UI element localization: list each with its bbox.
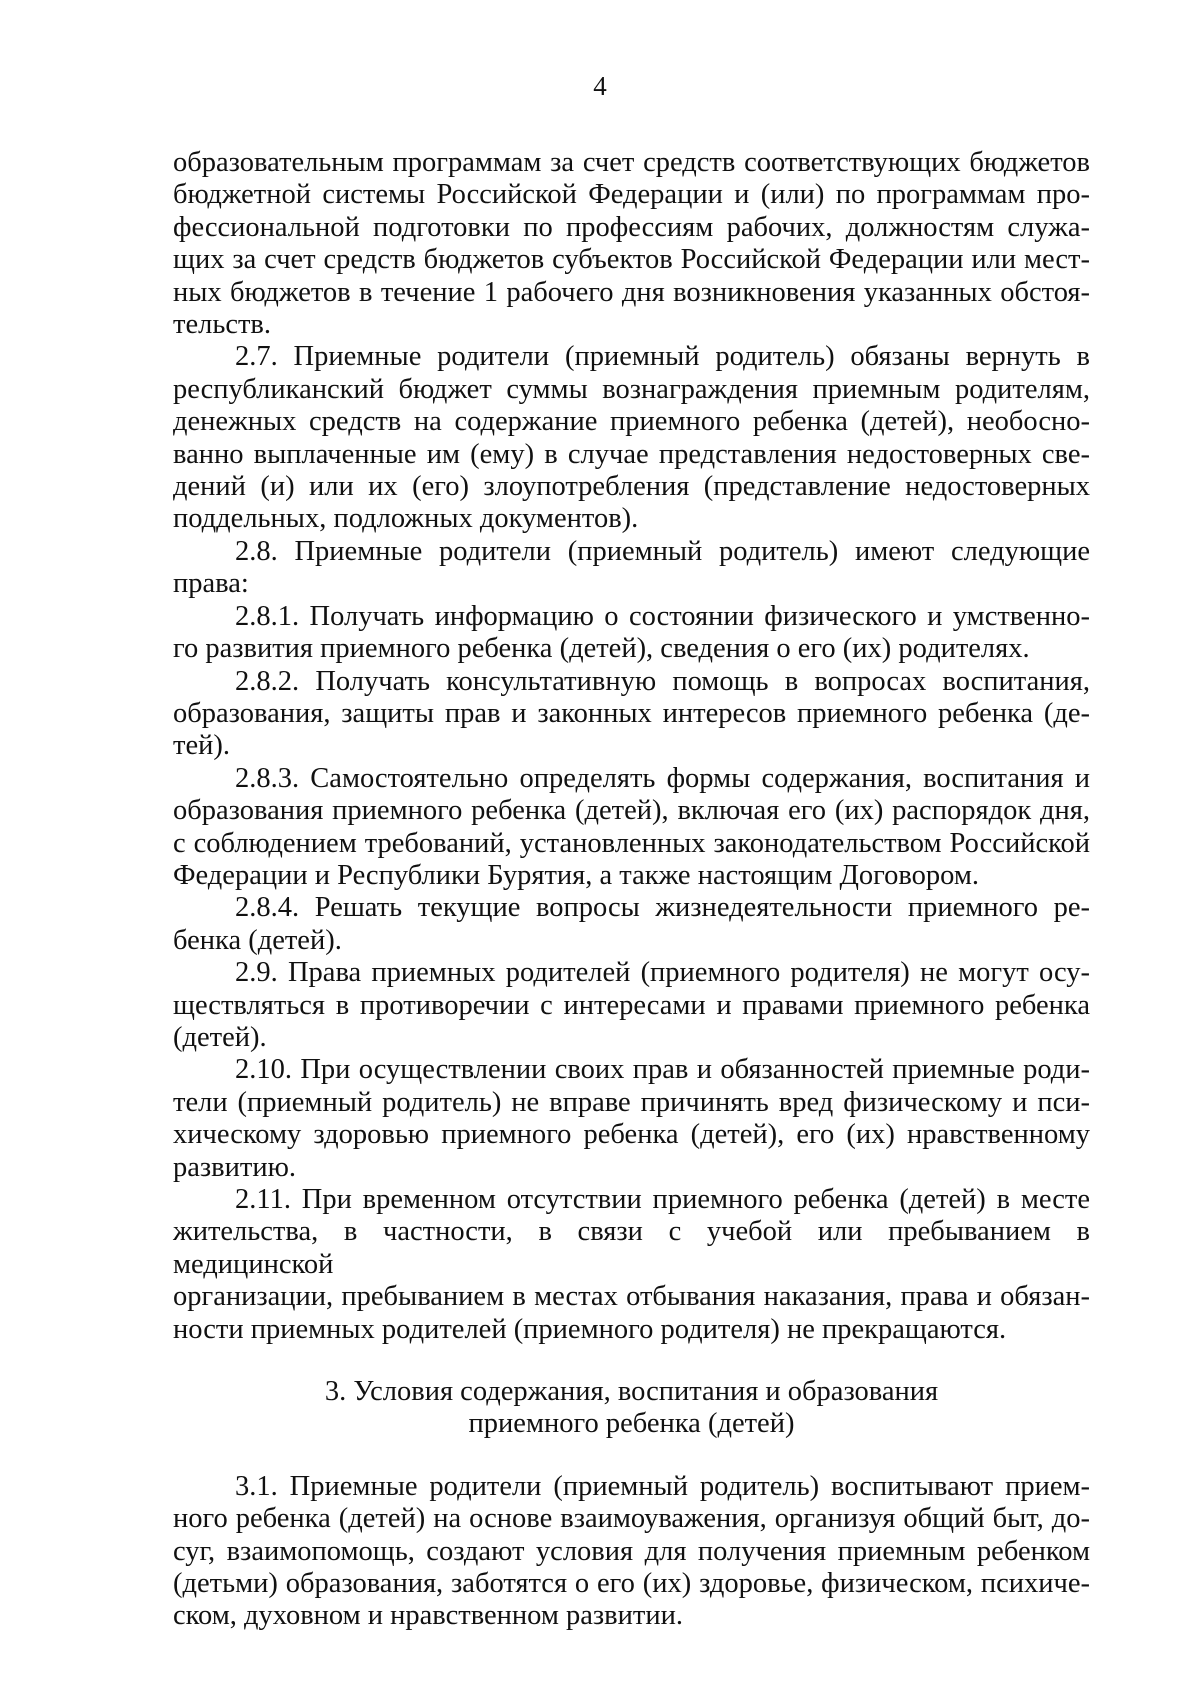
text-line: 2.8.3. Самостоятельно определять формы содержания, воспитания и [235, 762, 1090, 794]
text-line: (детьми) образования, заботятся о его (их) здоровье, физическом, психиче- [173, 1568, 1090, 1600]
paragraph-2-8-2 [173, 666, 1090, 763]
paragraph-2-8 [173, 536, 1090, 601]
text-line: жительства, в частности, в связи с учебой или пребыванием в медицинской [173, 1216, 1090, 1280]
text-line: ществляться в противоречии с интересами и правами приемного ребенка [173, 989, 1090, 1021]
text-line: права: [173, 568, 249, 600]
text-line: с соблюдением требований, установленных законодательством Российской [173, 827, 1090, 859]
paragraph-3-1 [173, 1471, 1090, 1633]
paragraph-intro [173, 147, 1090, 341]
paragraph-2-10 [173, 1054, 1090, 1184]
text-line: 2.8.2. Получать консультативную помощь в вопросах воспитания, [235, 665, 1090, 697]
text-line: 2.9. Права приемных родителей (приемного родителя) не могут осу- [235, 957, 1090, 989]
text-line: ного ребенка (детей) на основе взаимоуважения, организуя общий быт, до- [173, 1503, 1090, 1535]
page-number: 4 [593, 71, 607, 101]
text-line: щих за счет средств бюджетов субъектов Российской Федерации или мест- [173, 244, 1090, 276]
paragraph-2-8-1 [173, 601, 1090, 666]
text-line: образования, защиты прав и законных интересов приемного ребенка (де- [173, 697, 1090, 729]
text-line: тели (приемный родитель) не вправе причинять вред физическому и пси- [173, 1086, 1090, 1118]
text-line: бюджетной системы Российской Федерации и (или) по программам про- [173, 179, 1090, 211]
text-line: 3.1. Приемные родители (приемный родитель) воспитывают прием- [235, 1470, 1090, 1502]
document-body [173, 147, 1090, 1633]
section-3-heading-line-2: приемного ребенка (детей) [468, 1408, 795, 1440]
text-line: тельств. [173, 309, 272, 341]
text-line: образовательным программам за счет средств соответствующих бюджетов [173, 147, 1090, 178]
section-3-heading [173, 1376, 1090, 1441]
text-line: ванно выплаченные им (ему) в случае представления недостоверных све- [173, 438, 1090, 470]
text-line: дений (и) или их (его) злоупотребления (представление недостоверных [173, 471, 1090, 503]
text-line: (детей). [173, 1021, 267, 1053]
text-line: организации, пребыванием в местах отбывания наказания, права и обязан- [173, 1281, 1090, 1313]
text-line: Федерации и Республики Бурятия, а также настоящим Договором. [173, 859, 980, 891]
text-line: ных бюджетов в течение 1 рабочего дня возникновения указанных обстоя- [173, 276, 1090, 308]
paragraph-2-11 [173, 1184, 1090, 1346]
text-line: 2.8.4. Решать текущие вопросы жизнедеятельности приемного ре- [235, 892, 1090, 924]
text-line: тей). [173, 730, 230, 762]
text-line: го развития приемного ребенка (детей), сведения о его (их) родителях. [173, 633, 1030, 665]
text-line: фессиональной подготовки по профессиям рабочих, должностям служа- [173, 211, 1090, 243]
text-line: ности приемных родителей (приемного родителя) не прекращаются. [173, 1313, 1007, 1345]
paragraph-2-8-4 [173, 892, 1090, 957]
section-3-heading-line-1: 3. Условия содержания, воспитания и образования [324, 1376, 939, 1408]
text-line: денежных средств на содержание приемного ребенка (детей), необосно- [173, 406, 1090, 438]
text-line: образования приемного ребенка (детей), включая его (их) распорядок дня, [173, 795, 1090, 827]
text-line: республиканский бюджет суммы вознаграждения приемным родителям, [173, 373, 1090, 405]
paragraph-2-9 [173, 957, 1090, 1054]
paragraph-2-8-3 [173, 763, 1090, 893]
text-line: бенка (детей). [173, 924, 342, 956]
text-line: 2.7. Приемные родители (приемный родитель) обязаны вернуть в [235, 341, 1090, 373]
text-line: 2.8.1. Получать информацию о состоянии физического и умственно- [235, 600, 1090, 632]
paragraph-2-7 [173, 341, 1090, 535]
text-line: суг, взаимопомощь, создают условия для получения приемным ребенком [173, 1535, 1090, 1567]
text-line: ском, духовном и нравственном развитии. [173, 1600, 683, 1632]
text-line: 2.11. При временном отсутствии приемного ребенка (детей) в месте [235, 1184, 1090, 1215]
section-3-paragraphs [173, 1471, 1090, 1633]
text-line: 2.8. Приемные родители (приемный родитель) имеют следующие [235, 535, 1090, 567]
text-line: хическому здоровью приемного ребенка (детей), его (их) нравственному [173, 1119, 1090, 1151]
text-line: развитию. [173, 1151, 296, 1183]
text-line: поддельных, подложных документов). [173, 503, 639, 535]
text-line: 2.10. При осуществлении своих прав и обязанностей приемные роди- [235, 1054, 1090, 1086]
section-2-paragraphs [173, 147, 1090, 1346]
